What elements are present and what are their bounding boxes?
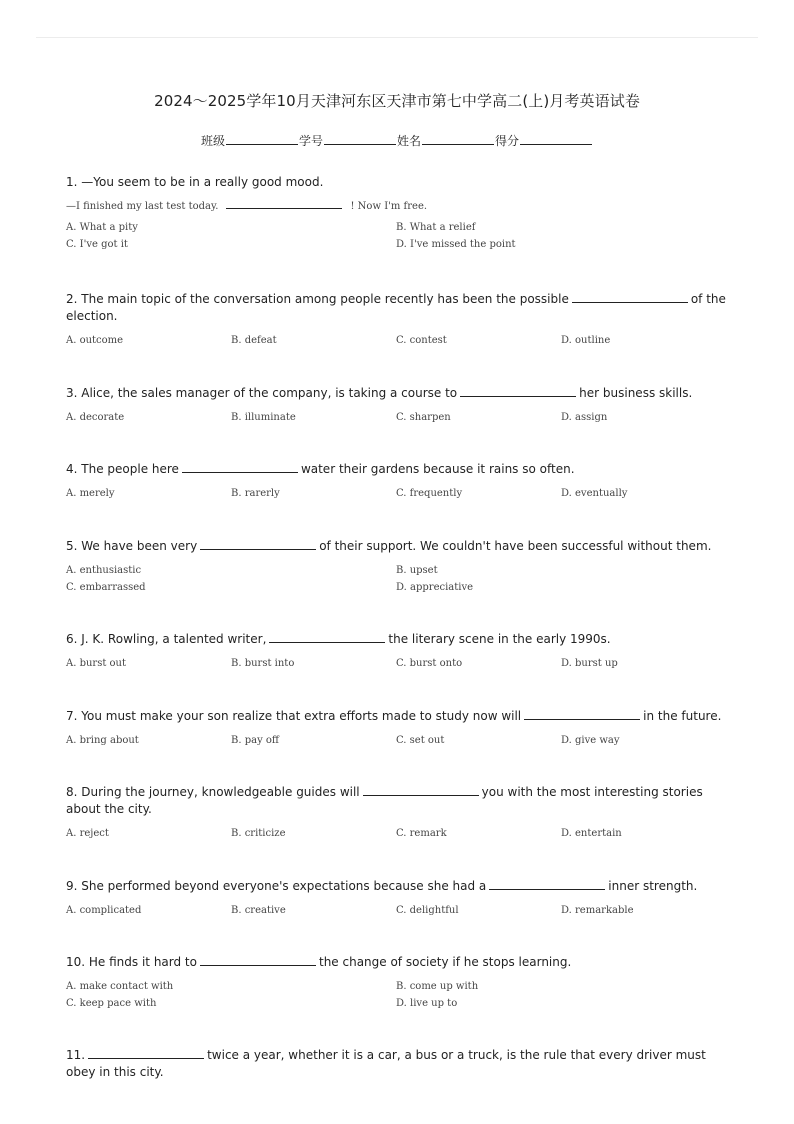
score-blank[interactable] [520,133,592,145]
options [66,565,726,593]
score-label: 得分 [495,134,520,148]
question-2 [66,291,726,346]
page-title: 2024～2025学年10月天津河东区天津市第七中学高二(上)月考英语试卷 [154,92,640,110]
dialogue-text: —I finished my last test today. [66,201,219,212]
option-b[interactable]: B. burst into [231,658,295,669]
question-10 [66,954,726,1009]
option-c[interactable]: C. burst onto [396,658,463,669]
question-4 [66,461,726,499]
question-stem: 11. twice a year, whether it is a car, a bus or a truck, is the rule that every driver must obey in this city. [66,1048,706,1079]
options [66,981,726,1009]
option-b[interactable]: B. defeat [231,335,277,346]
question-stem: 5. We have been very of their support. We couldn't have been successful without them. [66,539,712,553]
option-b[interactable]: B. come up with [396,981,479,992]
option-b[interactable]: B. What a relief [396,222,476,233]
option-a[interactable]: A. decorate [66,412,125,423]
answer-blank[interactable] [489,878,605,890]
options [66,905,726,916]
name-blank[interactable] [422,133,494,145]
question-8 [66,784,726,839]
option-c[interactable]: C. embarrassed [66,582,146,593]
option-d[interactable]: D. live up to [396,998,458,1009]
answer-blank[interactable] [88,1047,204,1059]
question-stem: 7. You must make your son realize that extra efforts made to study now will in the future. [66,709,722,723]
answer-blank[interactable] [200,954,316,966]
option-b[interactable]: B. upset [396,565,438,576]
option-a[interactable]: A. reject [66,828,109,839]
student-id-label: 学号 [298,134,323,148]
option-d[interactable]: D. give way [561,735,620,746]
option-c[interactable]: C. sharpen [396,412,451,423]
question-3 [66,385,726,423]
option-c[interactable]: C. I've got it [66,239,128,250]
option-b[interactable]: B. rarerly [231,488,280,499]
question-5 [66,538,726,593]
question-stem: 1. —You seem to be in a really good mood. [66,175,324,189]
options [66,488,726,499]
options [66,222,726,250]
question-stem: 9. She performed beyond everyone's expectations because she had a inner strength. [66,879,698,893]
option-a[interactable]: A. bring about [66,735,139,746]
option-c[interactable]: C. remark [396,828,447,839]
class-blank[interactable] [226,133,298,145]
question-stem: 4. The people here water their gardens because it rains so often. [66,462,575,476]
option-d[interactable]: D. entertain [561,828,622,839]
option-c[interactable]: C. frequently [396,488,463,499]
option-b[interactable]: B. criticize [231,828,286,839]
option-a[interactable]: A. complicated [66,905,142,916]
option-b[interactable]: B. creative [231,905,286,916]
dialogue-text: ! Now I'm free. [350,201,428,212]
question-stem: 6. J. K. Rowling, a talented writer, the literary scene in the early 1990s. [66,632,611,646]
question-6 [66,631,726,669]
question-11 [66,1047,726,1081]
option-a[interactable]: A. burst out [66,658,127,669]
question-stem: 8. During the journey, knowledgeable guides will you with the most interesting stories about the city. [66,785,703,816]
answer-blank[interactable] [363,784,479,796]
options [66,412,726,423]
option-b[interactable]: B. pay off [231,735,280,746]
option-a[interactable]: A. make contact with [66,981,174,992]
option-b[interactable]: B. illuminate [231,412,296,423]
header-divider [36,37,758,38]
student-info-line [0,132,794,149]
answer-blank[interactable] [182,461,298,473]
answer-blank[interactable] [572,291,688,303]
option-d[interactable]: D. assign [561,412,608,423]
question-stem: 10. He finds it hard to the change of society if he stops learning. [66,955,572,969]
question-stem: 3. Alice, the sales manager of the company, is taking a course to her business skills. [66,386,693,400]
option-d[interactable]: D. I've missed the point [396,239,516,250]
student-id-blank[interactable] [324,133,396,145]
options [66,828,726,839]
answer-blank[interactable] [226,199,342,209]
answer-blank[interactable] [269,631,385,643]
class-label: 班级 [200,134,225,148]
name-label: 姓名 [397,134,422,148]
option-a[interactable]: A. What a pity [66,222,138,233]
option-a[interactable]: A. outcome [66,335,124,346]
question-dialogue-line [66,199,726,212]
option-c[interactable]: C. keep pace with [66,998,157,1009]
option-a[interactable]: A. enthusiastic [66,565,142,576]
answer-blank[interactable] [524,708,640,720]
question-stem: 2. The main topic of the conversation among people recently has been the possible of the election. [66,292,726,323]
question-7 [66,708,726,746]
options [66,658,726,669]
option-d[interactable]: D. appreciative [396,582,474,593]
option-c[interactable]: C. set out [396,735,445,746]
question-1 [66,174,726,250]
options [66,335,726,346]
question-9 [66,878,726,916]
answer-blank[interactable] [460,385,576,397]
option-d[interactable]: D. eventually [561,488,628,499]
options [66,735,726,746]
option-d[interactable]: D. remarkable [561,905,634,916]
option-d[interactable]: D. outline [561,335,611,346]
option-a[interactable]: A. merely [66,488,115,499]
option-c[interactable]: C. delightful [396,905,459,916]
option-d[interactable]: D. burst up [561,658,618,669]
answer-blank[interactable] [200,538,316,550]
option-c[interactable]: C. contest [396,335,447,346]
